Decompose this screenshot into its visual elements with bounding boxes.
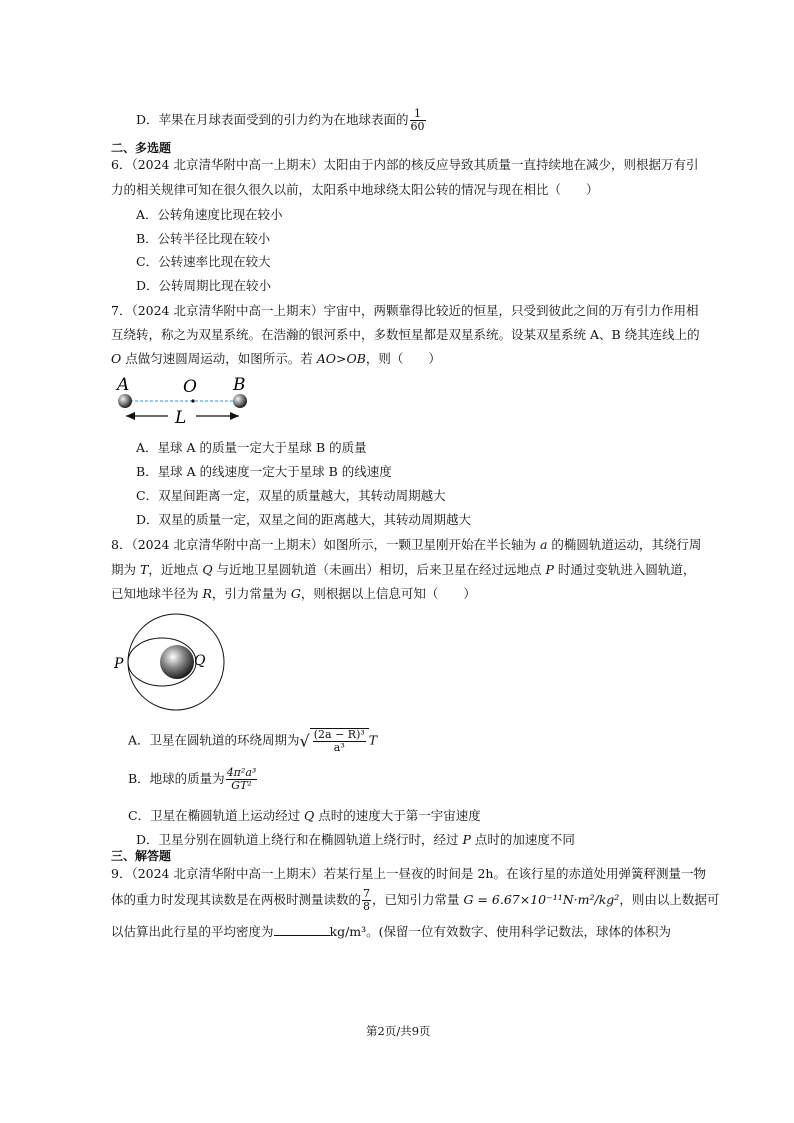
center-point-o — [191, 399, 194, 402]
label-q: Q — [194, 653, 206, 669]
q9-stem-line3: 以估算出此行星的平均密度为 kg/m³。(保留一位有效数字、使用科学记数法，球体的体积为 — [111, 924, 672, 939]
arrowhead-left-icon — [126, 412, 135, 420]
q6-option-a: A．公转角速度比现在较小 — [136, 207, 283, 222]
binary-star-figure — [110, 370, 250, 430]
q7-stem-line2: 互绕转，称之为双星系统。在浩瀚的银河系中，多数恒星都是双星系统。设某双星系统 A、B 绕其连线上的 — [111, 327, 700, 342]
q8-option-a: A．卫星在圆轨道的环绕周期为√ $\frac{\text{(2a − R)³}}{\text{a³}}$ T — [128, 728, 378, 754]
q8-stem-line1: 8．（2024 北京清华附中高一上期末）如图所示，一颗卫星刚开始在半长轴为 a 的椭圆轨道运动，其绕行周 — [111, 537, 702, 552]
q6-option-c: C．公转速率比现在较大 — [136, 254, 271, 269]
earth-icon — [160, 645, 194, 679]
page-footer: 第2页/共9页 — [366, 1024, 431, 1038]
q6-option-d: D．公转周期比现在较小 — [136, 278, 272, 293]
q7-option-a: A．星球 A 的质量一定大于星球 B 的质量 — [136, 440, 367, 455]
section-title-free-response: 三、解答题 — [111, 849, 172, 863]
q8-option-c: C．卫星在椭圆轨道上运动经过 Q 点时的速度大于第一宇宙速度 — [128, 808, 481, 823]
q7-option-b: B．星球 A 的线速度一定大于星球 B 的线速度 — [136, 464, 392, 479]
q7-option-d: D．双星的质量一定，双星之间的距离越大，其转动周期越大 — [136, 512, 472, 527]
star-b-icon — [233, 394, 247, 408]
label-a: A — [117, 375, 130, 395]
q9-stem-line2: 体的重力时发现其读数是在两极时测量读数的 $\frac{7}{8}$ ，已知引力常量 G = 6.67×10⁻¹¹N·m²/kg²，则由以上数据可 — [111, 887, 720, 913]
label-l: L — [175, 408, 187, 428]
q6-stem-line1: 6．（2024 北京清华附中高一上期末）太阳由于内部的核反应导致其质量一直持续地在减少，则根据万有引 — [111, 157, 699, 172]
q5-option-d-text: D．苹果在月球表面受到的引力约为在地球表面的 — [136, 112, 409, 127]
answer-blank[interactable] — [274, 924, 330, 936]
q6-option-b: B．公转半径比现在较小 — [136, 231, 271, 246]
q8-stem-line3: 已知地球半径为 R，引力常量为 G，则根据以上信息可知（ ） — [111, 586, 476, 601]
q7-stem-line1: 7．（2024 北京清华附中高一上期末）宇宙中，两颗靠得比较近的恒星，只受到彼此之间的万有引力作用相 — [111, 303, 699, 318]
q8-stem-line2: 期为 T，近地点 Q 与近地卫星圆轨道（未画出）相切，后来卫星在经过远地点 P 时通过变轨进入圆轨道， — [111, 562, 696, 577]
sqrt-sign-icon: √ — [299, 731, 310, 751]
q5-option-d — [136, 108, 427, 133]
label-p: P — [114, 656, 124, 672]
q6-stem-line2: 力的相关规律可知在很久很久以前，太阳系中地球绕太阳公转的情况与现在相比（ ） — [111, 182, 599, 197]
q8-option-d: D．卫星分别在圆轨道上绕行和在椭圆轨道上绕行时，经过 P 点时的加速度不同 — [136, 832, 575, 847]
section-title-multiple-choice: 二、多选题 — [111, 141, 172, 155]
q7-stem-line3: O 点做匀速圆周运动，如图所示。若 AO>OB，则（ ） — [111, 351, 441, 366]
arrowhead-right-icon — [230, 412, 239, 420]
q5-option-d-fraction: $\frac{1}{60}$ — [410, 107, 425, 133]
label-o: O — [183, 377, 197, 397]
label-b: B — [233, 375, 246, 395]
q8-option-b: B．地球的质量为 $\frac{\text{4π²a³}}{\text{GT²}}$ — [128, 766, 257, 792]
q7-option-c: C．双星间距离一定，双星的质量越大，其转动周期越大 — [136, 488, 446, 503]
orbit-figure — [110, 612, 240, 716]
q9-stem-line1: 9．（2024 北京清华附中高一上期末）若某行星上一昼夜的时间是 2h。在该行星的赤道处用弹簧秤测量一物 — [111, 866, 706, 881]
star-a-icon — [118, 394, 132, 408]
